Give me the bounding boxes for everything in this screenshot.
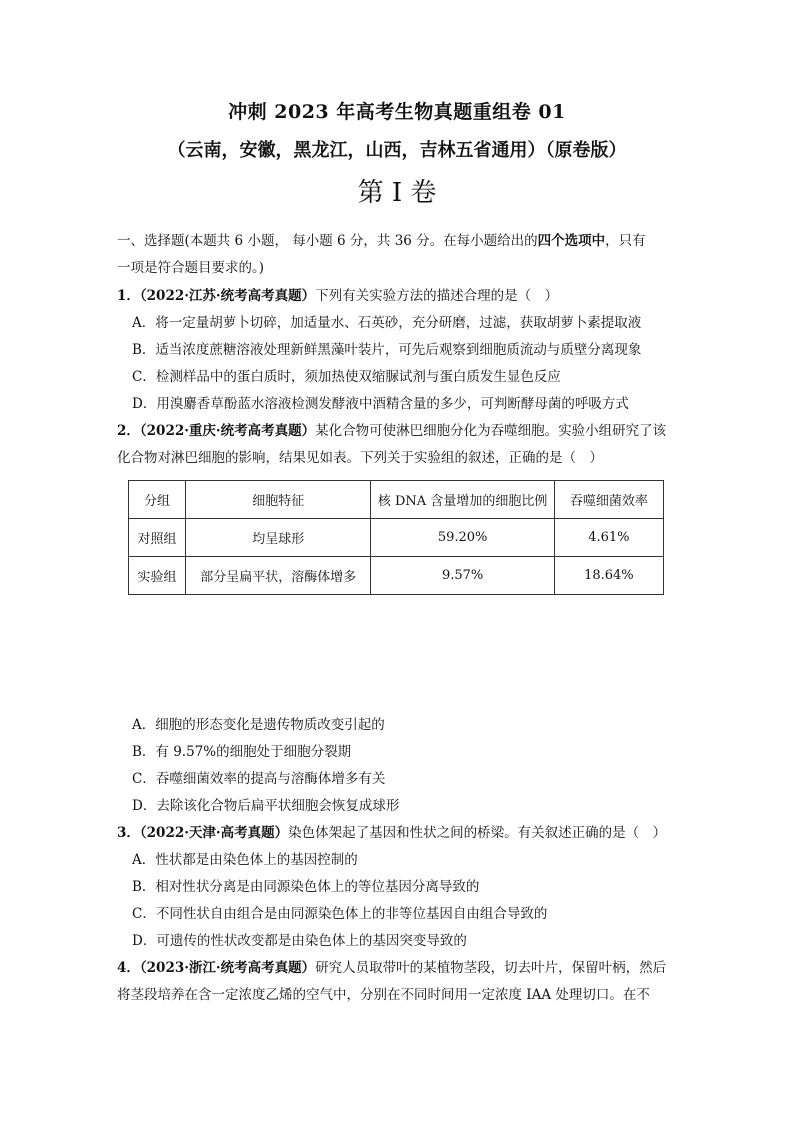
table-row [129,557,664,595]
question-number: 4． [117,960,140,976]
question-text: 某化合物可使淋巴细胞分化为吞噬细胞。实验小组研究了该 [315,423,667,439]
table-cell: 18.64% [554,557,663,595]
question-text: 染色体架起了基因和性状之间的桥梁。有关叙述正确的是（ ） [288,825,667,841]
question-2-option-b: B．有 9.57%的细胞处于细胞分裂期 [132,744,352,760]
table-header-cell: 分组 [129,481,186,519]
question-2-stem-line2: 化合物对淋巴细胞的影响，结果见如表。下列关于实验组的叙述，正确的是（ ） [117,450,603,466]
table-cell: 59.20% [371,519,554,557]
section-instructions-line2: 一项是符合题目要求的。) [117,260,265,276]
question-number: 3． [117,825,140,841]
question-3-option-a: A．性状都是由染色体上的基因控制的 [132,852,358,868]
section-text-emphasis: 四个选项中 [537,233,606,249]
question-1-stem [117,286,558,306]
question-text: 下列有关实验方法的描述合理的是（ ） [315,288,559,304]
table-row [129,519,664,557]
section-text-a: 一、选择题(本题共 6 小题， 每小题 6 分，共 36 分。在每小题给出的 [117,233,538,249]
table-header-cell: 核 DNA 含量增加的细胞比例 [371,481,554,519]
document-title: 冲刺 2023 年高考生物真题重组卷 01 [228,101,566,123]
question-3-option-b: B．相对性状分离是由同源染色体上的等位基因分离导致的 [132,879,480,895]
table-header-row [129,481,664,519]
question-1-option-a: A．将一定量胡萝卜切碎，加适量水、石英砂，充分研磨，过滤，获取胡萝卜素提取液 [132,315,642,331]
question-4-stem-line2: 将茎段培养在含一定浓度乙烯的空气中，分别在不同时间用一定浓度 IAA 处理切口。在不 [117,987,650,1003]
question-source: （2023·浙江·统考高考真题） [139,960,316,976]
question-source: （2022·重庆·统考高考真题） [139,423,316,439]
question-source: （2022·江苏·统考高考真题） [139,288,316,304]
table-header-cell: 细胞特征 [186,481,371,519]
question-1-option-b: B．适当浓度蔗糖溶液处理新鲜黑藻叶装片，可先后观察到细胞质流动与质壁分离现象 [132,342,642,358]
table-cell: 对照组 [129,519,186,557]
section-text-c: ，只有 [605,233,646,249]
question-text: 研究人员取带叶的某植物茎段，切去叶片，保留叶柄，然后 [315,960,667,976]
question-2-stem [117,421,666,441]
section-instructions-line1 [117,231,646,251]
table-cell: 9.57% [371,557,554,595]
question-3-option-c: C．不同性状自由组合是由同源染色体上的非等位基因自由组合导致的 [132,906,548,922]
table-cell: 部分呈扁平状，溶酶体增多 [186,557,371,595]
results-table [128,480,664,595]
table-cell: 4.61% [554,519,663,557]
question-source: （2022·天津·高考真题） [139,825,289,841]
table-cell: 实验组 [129,557,186,595]
question-1-option-d: D．用溴麝香草酚蓝水溶液检测发酵液中酒精含量的多少，可判断酵母菌的呼吸方式 [132,396,629,412]
question-2-option-a: A．细胞的形态变化是遗传物质改变引起的 [132,717,385,733]
question-2-option-c: C．吞噬细菌效率的提高与溶酶体增多有关 [132,771,386,787]
question-2-option-d: D．去除该化合物后扁平状细胞会恢复成球形 [132,798,400,814]
document-subtitle: （云南，安徽，黑龙江，山西，吉林五省通用）（原卷版） [167,140,627,161]
table-cell: 均呈球形 [186,519,371,557]
volume-heading: 第 I 卷 [357,178,437,208]
question-3-stem [117,823,666,843]
question-1-option-c: C．检测样品中的蛋白质时，须加热使双缩脲试剂与蛋白质发生显色反应 [132,369,561,385]
question-4-stem [117,958,666,978]
question-3-option-d: D．可遗传的性状改变都是由染色体上的基因突变导致的 [132,933,467,949]
question-number: 1． [117,288,140,304]
table-header-cell: 吞噬细菌效率 [554,481,663,519]
question-number: 2． [117,423,140,439]
